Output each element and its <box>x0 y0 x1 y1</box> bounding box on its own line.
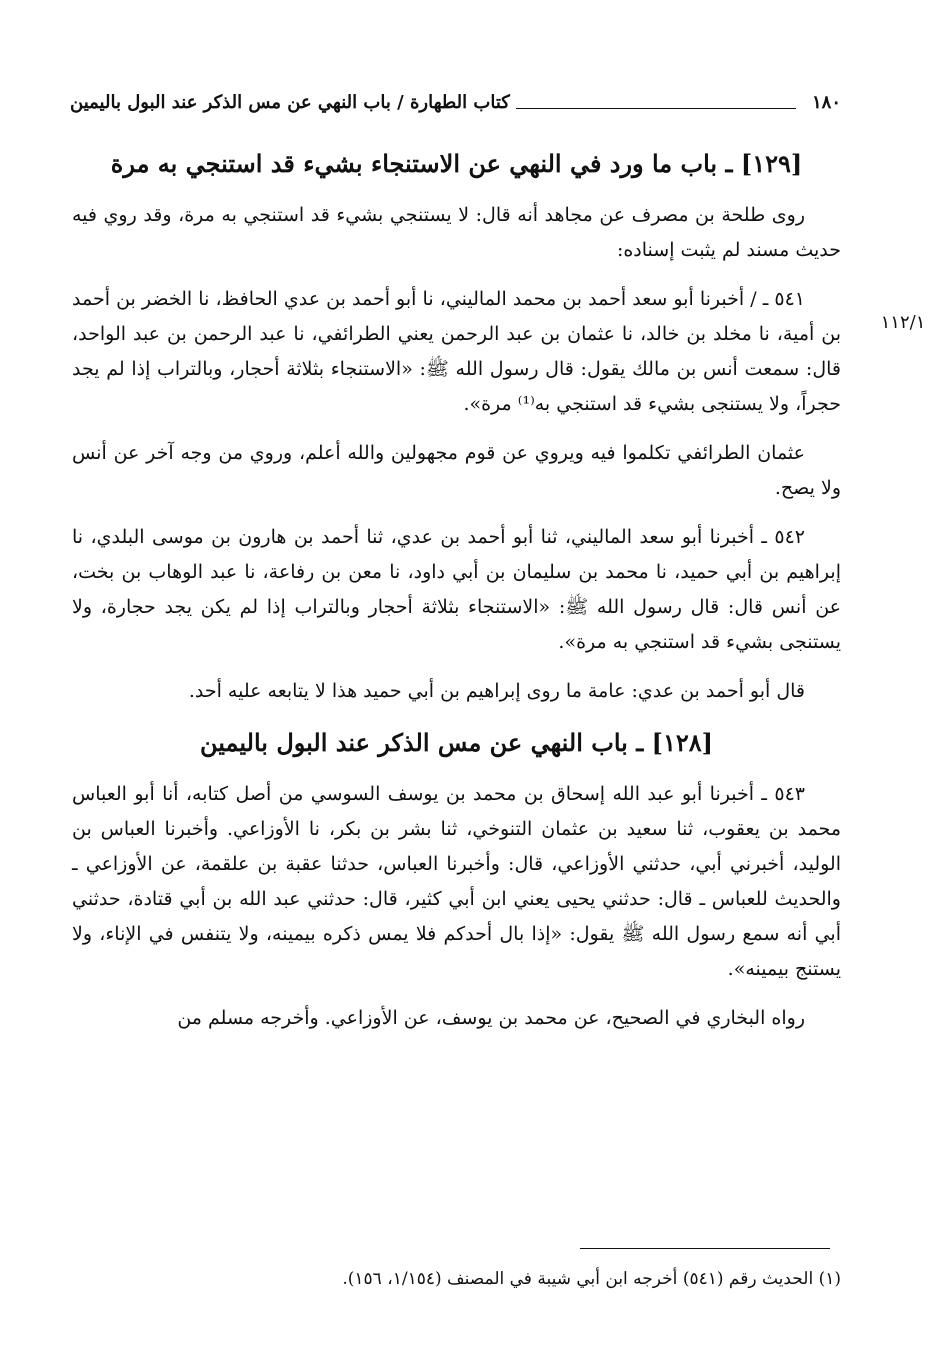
page-number: ١٨٠ <box>811 91 841 113</box>
chapter-heading-128: [١٢٨] ـ باب النهي عن مس الذكر عند البول باليمين <box>200 728 713 757</box>
running-header <box>70 84 841 120</box>
paragraph: روى طلحة بن مصرف عن مجاهد أنه قال: لا يستنجي بشيء قد استنجي به مرة، وقد روي فيه حديث مسند لم يثبت إسناده: <box>72 204 841 261</box>
hadith-541: ٥٤١ ـ / أخبرنا أبو سعد أحمد بن محمد الماليني، نا أبو أحمد بن عدي الحافظ، نا الخضر بن أحمد بن أمية، نا مخلد بن خالد، نا عثمان بن عبد الرحمن يعني الطرائفي، نا عبد الرحمن بن عبد الواحد، قال: سمعت أنس بن مالك يقول: قال رسول الله ﷺ: «الاستنجاء بثلاثة أحجار، وبالتراب إذا لم يجد حجراً، ولا يستنجى بشيء قد استنجي به⁽¹⁾ مرة». <box>72 288 841 415</box>
footnote: (١) الحديث رقم (٥٤١) أخرجه ابن أبي شيبة في المصنف (١/١٥٤، ١٥٦). <box>342 1269 841 1289</box>
hadith-543: ٥٤٣ ـ أخبرنا أبو عبد الله إسحاق بن محمد بن يوسف السوسي من أصل كتابه، أنا أبو العباس محمد بن يعقوب، ثنا سعيد بن عثمان التنوخي، ثنا بشر بن بكر، نا الأوزاعي. وأخبرنا العباس بن الوليد، أخبرني أبي، حدثني الأوزاعي، قال: وأخبرنا العباس، حدثنا عقبة بن علقمة، عن الأوزاعي ـ والحديث للعباس ـ قال: حدثني يحيى يعني ابن أبي كثير، قال: حدثني عبد الله بن أبي قتادة، حدثني أبي أنه سمع رسول الله ﷺ يقول: «إذا بال أحدكم فلا يمس ذكره بيمينه، ولا يتنفس في الإناء، ولا يستنج بيمينه». <box>72 783 841 980</box>
margin-page-reference: ١١٢/١ <box>880 312 926 333</box>
paragraph: قال أبو أحمد بن عدي: عامة ما روى إبراهيم بن أبي حميد هذا لا يتابعه عليه أحد. <box>188 680 805 702</box>
hadith-542: ٥٤٢ ـ أخبرنا أبو سعد الماليني، ثنا أبو أحمد بن عدي، ثنا أحمد بن هارون بن موسى البلدي، نا إبراهيم بن أبي حميد، نا محمد بن سليمان بن أبي داود، نا معن بن رفاعة، نا عبد الوهاب بن بخت، عن أنس قال: قال رسول الله ﷺ: «الاستنجاء بثلاثة أحجار وبالتراب إذا لم يكن يجد حجارة، ولا يستنجى بشيء قد استنجي به مرة». <box>72 526 841 653</box>
footnote-rule <box>580 1248 830 1249</box>
paragraph: رواه البخاري في الصحيح، عن محمد بن يوسف، عن الأوزاعي. وأخرجه مسلم من <box>177 1007 805 1029</box>
running-title: كتاب الطهارة / باب النهي عن مس الذكر عند البول باليمين <box>70 91 510 113</box>
page-body <box>72 140 841 1050</box>
chapter-heading-129: [١٢٩] ـ باب ما ورد في النهي عن الاستنجاء بشيء قد استنجي به مرة <box>110 149 803 178</box>
header-rule <box>516 108 796 109</box>
paragraph: عثمان الطرائفي تكلموا فيه ويروي عن قوم مجهولين والله أعلم، وروي من وجه آخر عن أنس ولا يصح. <box>72 442 841 499</box>
